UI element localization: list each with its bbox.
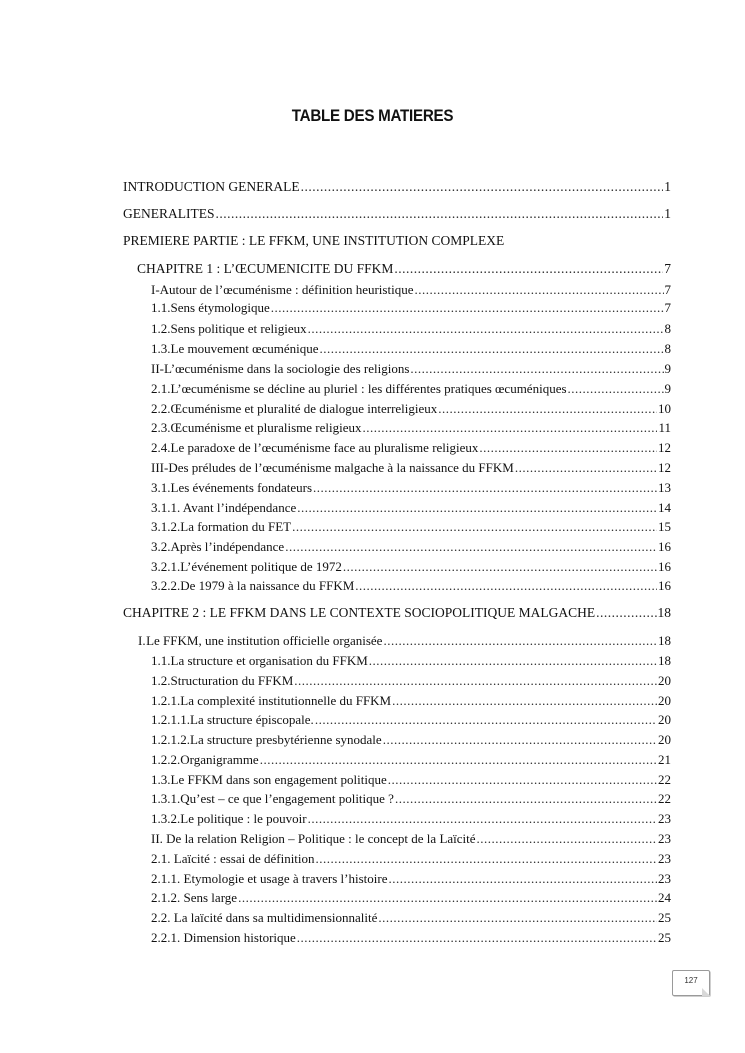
toc-entry-text: 1.3.Le mouvement œcuménique <box>151 341 319 356</box>
page-title: TABLE DES MATIERES <box>291 107 454 125</box>
toc-entry-text: 1.3.Le FFKM dans son engagement politique <box>151 772 387 787</box>
toc-entry[interactable] <box>151 480 671 496</box>
toc-entry-text: I-Autour de l’œcuménisme : définition heuristique <box>151 282 414 297</box>
toc-entry[interactable] <box>151 440 671 456</box>
toc-entry-text: PREMIERE PARTIE : LE FFKM, UNE INSTITUTION COMPLEXE <box>123 233 505 248</box>
toc-entry-text: 1.2.1.2.La structure presbytérienne synodale <box>151 732 382 747</box>
toc-entry-text: 2.2.Œcuménisme et pluralité de dialogue interreligieux <box>151 401 438 416</box>
toc-entry-page: 20 <box>658 732 671 747</box>
toc-entry-page: 1 <box>664 206 671 221</box>
toc-entry-text: 1.2.Structuration du FFKM <box>151 673 294 688</box>
toc-entry-text: 1.2.2.Organigramme <box>151 752 259 767</box>
toc-entry-page: 22 <box>658 772 671 787</box>
toc-entry[interactable] <box>151 890 671 906</box>
toc-entry[interactable] <box>151 460 671 476</box>
toc-entry-text: 2.1. Laïcité : essai de définition <box>151 851 315 866</box>
toc-entry-text: 1.1.Sens étymologique <box>151 300 270 315</box>
toc-entry-page: 20 <box>658 693 671 708</box>
toc-entry-page: 20 <box>658 712 671 727</box>
toc-entry-page: 16 <box>658 559 671 574</box>
toc-entry[interactable] <box>151 578 671 594</box>
toc-entry[interactable] <box>151 693 671 709</box>
toc-entry-page: 18 <box>658 653 671 668</box>
toc-entry-text: 3.1.2.La formation du FET <box>151 519 292 534</box>
toc-entry[interactable] <box>151 712 671 728</box>
toc-entry[interactable] <box>151 282 671 298</box>
toc-entry-page: 20 <box>658 673 671 688</box>
page-fold-icon <box>702 988 710 996</box>
toc-entry-page: 12 <box>658 460 671 475</box>
toc-entry-page: 21 <box>658 752 671 767</box>
toc-entry[interactable] <box>123 605 671 621</box>
toc-entry-text: 3.2.2.De 1979 à la naissance du FFKM <box>151 578 355 593</box>
toc-entry-text: 2.3.Œcuménisme et pluralisme religieux <box>151 420 362 435</box>
toc-entry[interactable] <box>151 300 671 316</box>
toc-entry[interactable] <box>151 930 671 946</box>
toc-entry-text: 3.1.Les événements fondateurs <box>151 480 313 495</box>
toc-entry-text: 2.1.2. Sens large <box>151 890 238 905</box>
toc-entry-page: 18 <box>657 605 671 620</box>
toc-entry-page: 25 <box>658 930 671 945</box>
toc-entry[interactable] <box>151 791 671 807</box>
page-number: 127 <box>684 976 698 985</box>
toc-entry-text: 1.3.1.Qu’est – ce que l’engagement politique ? <box>151 791 394 806</box>
toc-entry-text: II. De la relation Religion – Politique : le concept de la Laïcité <box>151 831 476 846</box>
toc-entry-page: 23 <box>658 851 671 866</box>
toc-entry-text: 1.3.2.Le politique : le pouvoir <box>151 811 307 826</box>
toc-entry-text: 3.2.Après l’indépendance <box>151 539 285 554</box>
toc-entry-page: 16 <box>658 578 671 593</box>
toc-entry-page: 18 <box>658 633 671 648</box>
toc-entry-page: 9 <box>664 381 671 396</box>
toc-entry-text: 1.2.Sens politique et religieux <box>151 321 307 336</box>
toc-entry-number: I. <box>138 633 146 648</box>
toc-entry-text: 2.2. La laïcité dans sa multidimensionnalité <box>151 910 378 925</box>
toc-entry[interactable] <box>123 179 671 195</box>
toc-entry-text: GENERALITES <box>123 206 215 221</box>
toc-entry-page: 10 <box>658 401 671 416</box>
toc-entry-page: 23 <box>658 811 671 826</box>
toc-entry-page: 13 <box>658 480 671 495</box>
toc-entry[interactable] <box>123 206 671 222</box>
toc-entry[interactable] <box>151 673 671 689</box>
toc-entry[interactable] <box>151 811 671 827</box>
toc-entry-text: 2.1.L’œcuménisme se décline au pluriel : les différentes pratiques œcuméniques <box>151 381 567 396</box>
toc-entry[interactable] <box>151 341 671 357</box>
toc-entry[interactable] <box>151 519 671 535</box>
toc-entry[interactable] <box>151 381 671 397</box>
toc-entry[interactable] <box>151 539 671 555</box>
toc-entry[interactable] <box>137 261 671 277</box>
toc-entry-text: INTRODUCTION GENERALE <box>123 179 300 194</box>
toc-entry-page: 8 <box>664 341 671 356</box>
toc-entry-page: 24 <box>658 890 671 905</box>
page-number-badge <box>672 970 710 996</box>
toc-entry-page: 9 <box>664 361 671 376</box>
toc-entry[interactable] <box>151 851 671 867</box>
toc-entry-text: CHAPITRE 2 : LE FFKM DANS LE CONTEXTE SOCIOPOLITIQUE MALGACHE <box>123 605 596 620</box>
toc-entry[interactable] <box>151 500 671 516</box>
toc-entry-page: 1 <box>664 179 671 194</box>
toc-entry[interactable] <box>138 633 671 649</box>
toc-entry[interactable] <box>151 772 671 788</box>
toc-entry-text: 2.1.1. Etymologie et usage à travers l’histoire <box>151 871 388 886</box>
toc-entry-text: 1.2.1.1.La structure épiscopale. <box>151 712 314 727</box>
toc-entry[interactable] <box>151 871 671 887</box>
toc-entry[interactable] <box>151 420 671 436</box>
toc-entry-page: 8 <box>664 321 671 336</box>
toc-entry-text: 2.2.1. Dimension historique <box>151 930 296 945</box>
toc-entry-page: 11 <box>658 420 671 435</box>
toc-entry-text: II-L’œcuménisme dans la sociologie des religions <box>151 361 410 376</box>
toc-entry[interactable] <box>151 831 671 847</box>
toc-entry-page: 23 <box>658 831 671 846</box>
toc-entry-text: 2.4.Le paradoxe de l’œcuménisme face au pluralisme religieux <box>151 440 479 455</box>
toc-entry-page: 22 <box>658 791 671 806</box>
toc-entry-page: 14 <box>658 500 671 515</box>
toc-entry-text: 1.2.1.La complexité institutionnelle du FFKM <box>151 693 392 708</box>
toc-entry-text: CHAPITRE 1 : L’ŒCUMENICITE DU FFKM <box>137 261 394 276</box>
toc-entry[interactable] <box>151 752 671 768</box>
toc-entry[interactable] <box>151 559 671 575</box>
toc-entry[interactable] <box>151 401 671 417</box>
toc-entry-text: 3.2.1.L’événement politique de 1972 <box>151 559 342 574</box>
toc-entry-text: 1.1.La structure et organisation du FFKM <box>151 653 368 668</box>
toc-entry[interactable] <box>151 653 671 669</box>
toc-entry-text: 3.1.1. Avant l’indépendance <box>151 500 297 515</box>
toc-entry-page: 7 <box>664 261 671 276</box>
toc-entry-page: 15 <box>658 519 671 534</box>
toc-entry[interactable] <box>151 732 671 748</box>
toc-entry-page: 16 <box>658 539 671 554</box>
toc-entry[interactable] <box>151 321 671 337</box>
toc-entry-page: 25 <box>658 910 671 925</box>
toc-entry-text: Le FFKM, une institution officielle organisée <box>146 633 383 648</box>
toc-entry[interactable] <box>123 233 671 249</box>
toc-entry[interactable] <box>151 910 671 926</box>
toc-entry-page: 23 <box>658 871 671 886</box>
toc-entry-page: 7 <box>664 282 671 297</box>
toc-entry[interactable] <box>151 361 671 377</box>
toc-entry-page: 7 <box>664 300 671 315</box>
toc-entry-text: III-Des préludes de l’œcuménisme malgache à la naissance du FFKM <box>151 460 514 475</box>
toc-entry-page: 12 <box>658 440 671 455</box>
